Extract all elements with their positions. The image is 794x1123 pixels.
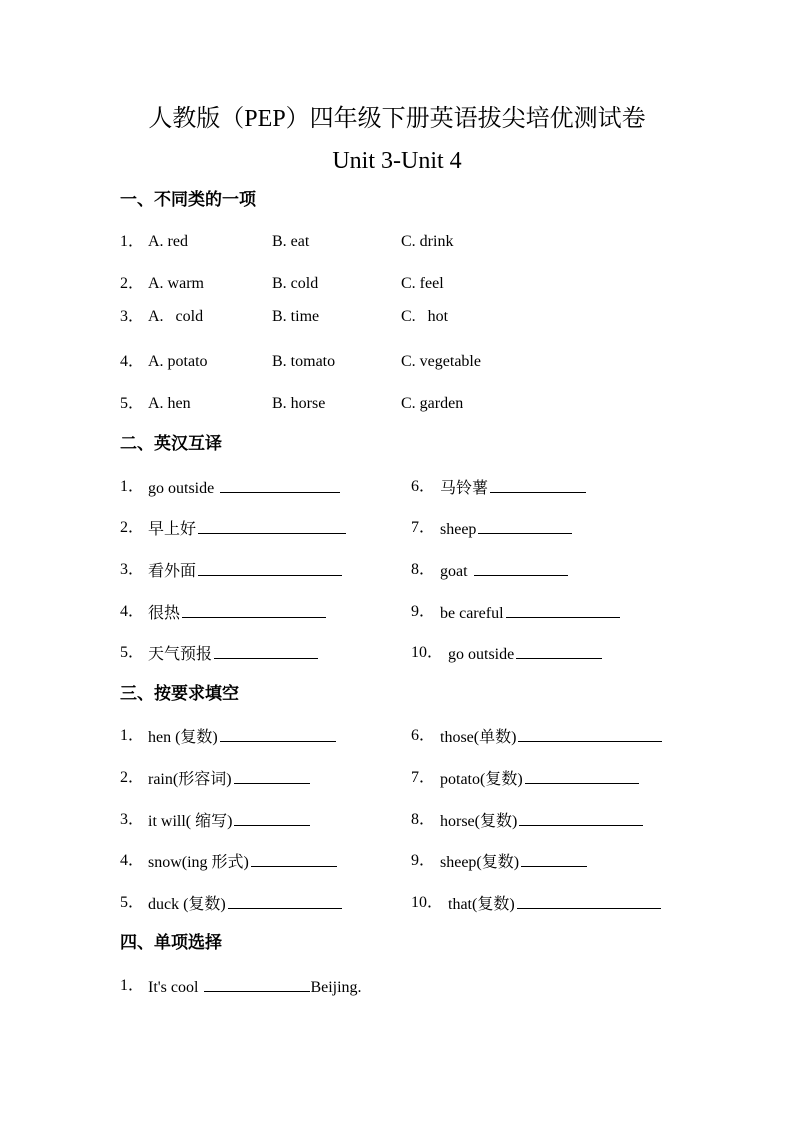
answer-blank[interactable] (478, 516, 572, 534)
question-row (0, 392, 794, 416)
question-row (0, 475, 794, 499)
answer-blank[interactable] (506, 600, 620, 618)
section-heading-odd-one-out: 一、不同类的一项 (120, 190, 256, 210)
question-number: 1． (120, 233, 145, 250)
answer-blank[interactable] (182, 600, 326, 618)
answer-blank[interactable] (517, 891, 661, 909)
question-number: 4． (120, 603, 145, 620)
question-number: 2． (120, 275, 145, 292)
section-heading-multiple-choice: 四、单项选择 (120, 933, 222, 953)
question-text-before: It's cool (148, 979, 203, 996)
question-text: rain(形容词) (148, 771, 232, 788)
option-c: C. drink (401, 233, 454, 250)
question-number: 8． (411, 561, 436, 578)
page-title: 人教版（PEP）四年级下册英语拔尖培优测试卷 (148, 106, 646, 132)
question-number: 4． (120, 353, 145, 370)
question-row (0, 558, 794, 582)
question-row (0, 350, 794, 374)
option-b: B. eat (272, 233, 310, 250)
question-number: 2． (120, 519, 145, 536)
question-text: 早上好 (148, 521, 197, 538)
answer-blank[interactable] (220, 724, 336, 742)
option-c: C. hot (401, 308, 449, 325)
answer-blank[interactable] (521, 849, 587, 867)
answer-blank[interactable] (234, 808, 310, 826)
answer-blank[interactable] (214, 641, 318, 659)
question-number: 3． (120, 308, 145, 325)
option-c: C. vegetable (401, 353, 481, 370)
option-a: A. cold (148, 308, 204, 325)
option-b: B. time (272, 308, 320, 325)
question-text: go outside (148, 480, 219, 497)
question-row (0, 808, 794, 832)
question-text: sheep(复数) (440, 854, 520, 871)
question-number: 5． (120, 395, 145, 412)
question-text: potato(复数) (440, 771, 523, 788)
question-number: 1． (120, 727, 145, 744)
question-number: 8． (411, 811, 436, 828)
answer-blank[interactable] (490, 475, 586, 493)
option-c: C. feel (401, 275, 444, 292)
question-number: 4． (120, 852, 145, 869)
option-b: B. cold (272, 275, 319, 292)
question-number: 7． (411, 519, 436, 536)
question-row (0, 305, 794, 329)
question-number: 5． (120, 644, 145, 661)
question-row (0, 724, 794, 748)
option-a: A. hen (148, 395, 191, 412)
question-text: snow(ing 形式) (148, 854, 249, 871)
question-text: go outside (448, 646, 515, 663)
question-number: 5． (120, 894, 145, 911)
question-number: 1． (120, 977, 145, 994)
question-number: 1． (120, 478, 145, 495)
question-number: 10． (411, 894, 444, 911)
section-heading-translation: 二、英汉互译 (120, 434, 222, 454)
question-row (0, 516, 794, 540)
question-row (0, 600, 794, 624)
question-number: 9． (411, 603, 436, 620)
question-number: 2． (120, 769, 145, 786)
answer-blank[interactable] (251, 849, 337, 867)
answer-blank[interactable] (234, 766, 310, 784)
section-heading-fill-in: 三、按要求填空 (120, 684, 239, 704)
question-row (0, 891, 794, 915)
option-c: C. garden (401, 395, 464, 412)
answer-blank[interactable] (518, 724, 662, 742)
option-a: A. potato (148, 353, 208, 370)
question-text: it will( 缩写) (148, 813, 233, 830)
answer-blank[interactable] (525, 766, 639, 784)
answer-blank[interactable] (198, 516, 346, 534)
answer-blank[interactable] (519, 808, 643, 826)
question-number: 6． (411, 478, 436, 495)
question-text: goat (440, 563, 472, 580)
answer-blank[interactable] (220, 475, 340, 493)
question-text: 看外面 (148, 563, 197, 580)
question-number: 10． (411, 644, 444, 661)
option-b: B. horse (272, 395, 326, 412)
question-number: 7． (411, 769, 436, 786)
question-text: that(复数) (448, 896, 515, 913)
question-text: duck (复数) (148, 896, 226, 913)
question-row (0, 272, 794, 296)
question-number: 3． (120, 561, 145, 578)
question-number: 6． (411, 727, 436, 744)
question-row (0, 766, 794, 790)
question-text: sheep (440, 521, 477, 538)
question-row (0, 230, 794, 254)
question-text: 马铃薯 (440, 480, 489, 497)
question-text: 天气预报 (148, 646, 213, 663)
question-row (0, 974, 794, 998)
question-text: horse(复数) (440, 813, 518, 830)
question-text: be careful (440, 605, 504, 622)
question-text: those(单数) (440, 729, 517, 746)
answer-blank[interactable] (474, 558, 568, 576)
question-row (0, 641, 794, 665)
page-subtitle: Unit 3-Unit 4 (332, 148, 462, 174)
answer-blank[interactable] (204, 974, 310, 992)
question-text-after: Beijing. (310, 979, 362, 996)
option-b: B. tomato (272, 353, 336, 370)
question-number: 9． (411, 852, 436, 869)
answer-blank[interactable] (198, 558, 342, 576)
answer-blank[interactable] (228, 891, 342, 909)
question-row (0, 849, 794, 873)
question-number: 3． (120, 811, 145, 828)
answer-blank[interactable] (516, 641, 602, 659)
question-text: 很热 (148, 605, 181, 622)
option-a: A. red (148, 233, 188, 250)
option-a: A. warm (148, 275, 204, 292)
question-text: hen (复数) (148, 729, 218, 746)
